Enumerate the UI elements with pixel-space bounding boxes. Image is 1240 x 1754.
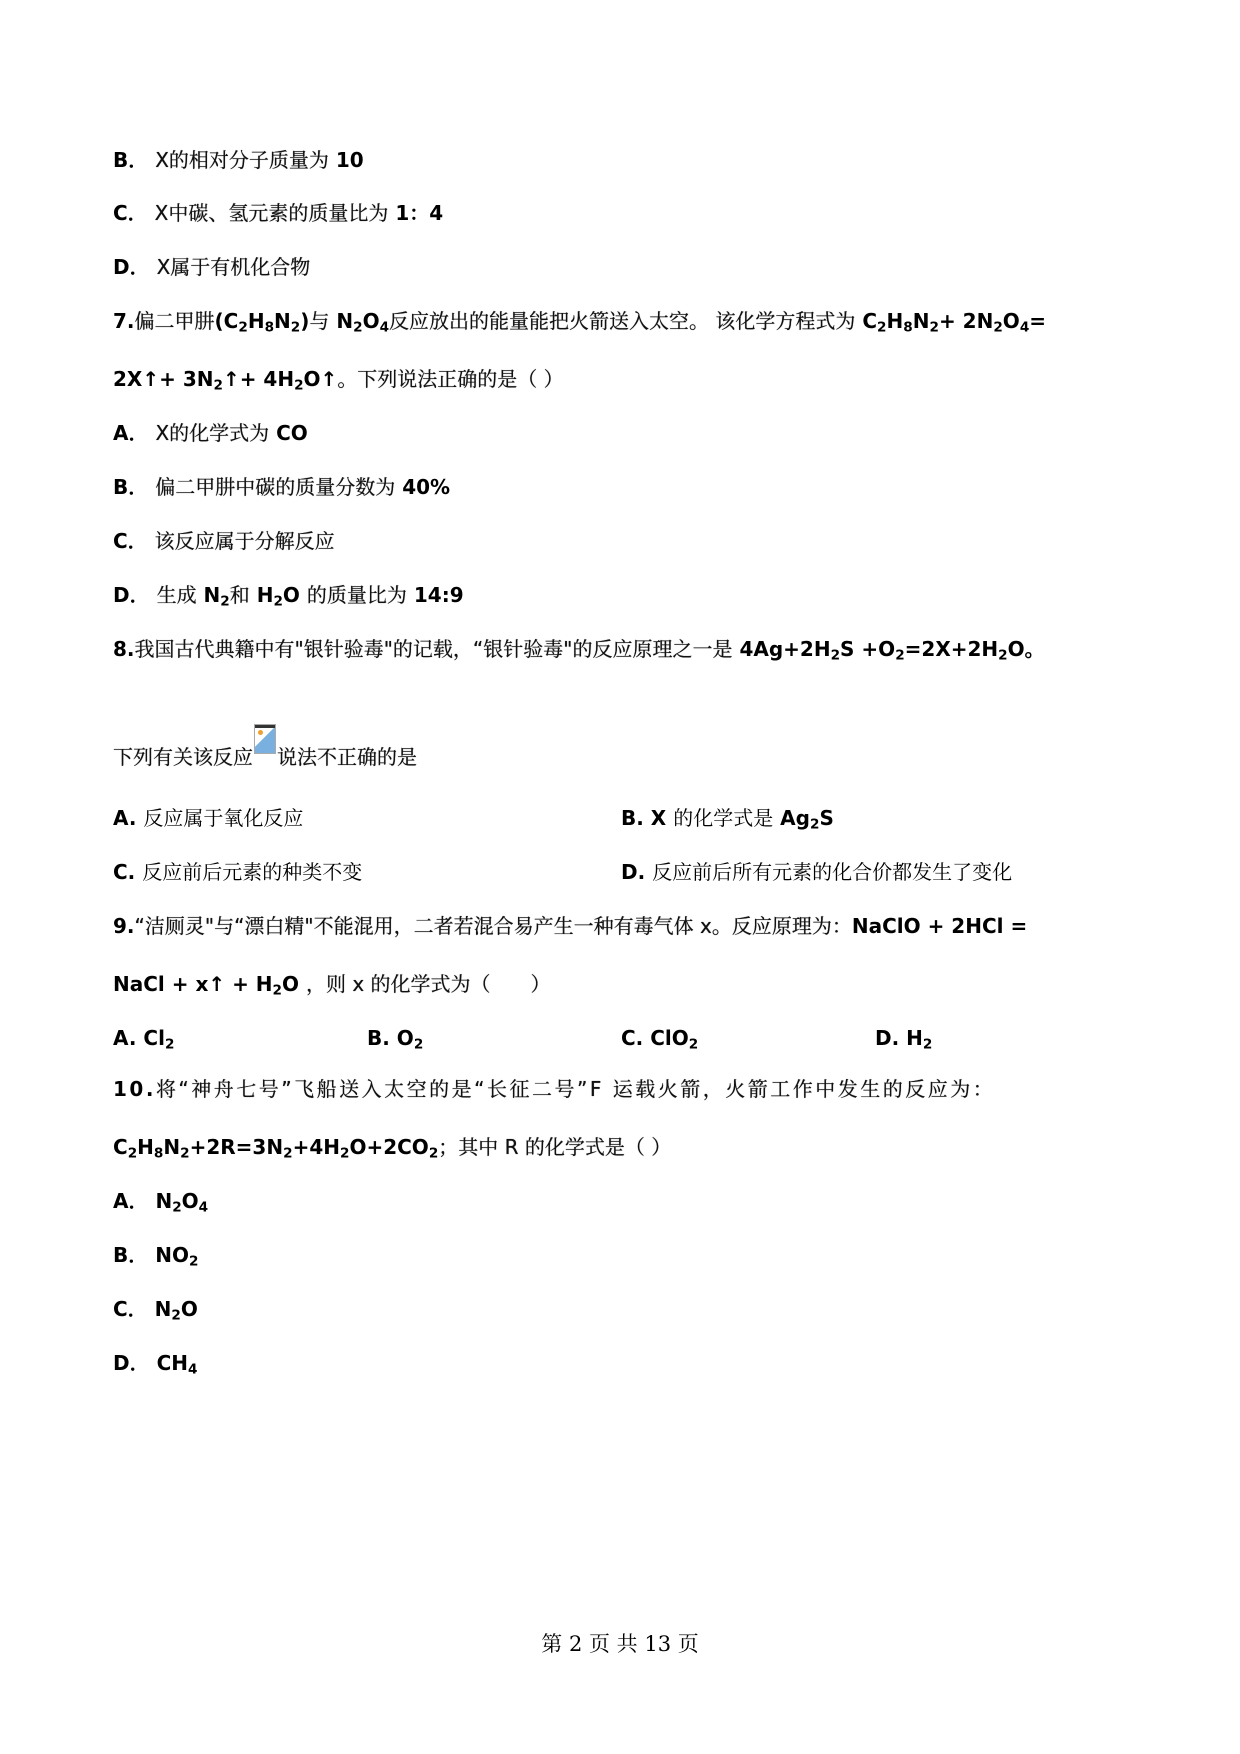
q10-option-d: D． $CH_4$ bbox=[113, 1351, 198, 1378]
q7-option-a bbox=[113, 420, 308, 446]
q9-option-b: B. $O_2$ bbox=[367, 1026, 424, 1053]
page-footer: 第 2 页 共 13 页 bbox=[541, 1632, 699, 1656]
stem-text: ；其中 R 的化学式是（ ） bbox=[438, 1135, 672, 1159]
stem-text: 下列有关该反应 bbox=[113, 745, 253, 769]
q10-option-a: A． $N_2O_4$ bbox=[113, 1189, 209, 1216]
stem-text: 偏二甲肼 bbox=[134, 309, 215, 333]
q9-stem-line2: NaCl + x↑ + $H_2O$ ，则 x 的化学式为（ ） bbox=[113, 972, 551, 999]
q9-option-c: C. ClO$_2$ bbox=[621, 1026, 699, 1053]
option-text: 的化学式是 bbox=[673, 806, 774, 830]
q8-option-d bbox=[621, 859, 1012, 885]
q7-option-d: D． 生成 $N_2$和 $H_2O$ 的质量比为 14:9 bbox=[113, 583, 464, 610]
option-label: B． bbox=[113, 148, 149, 172]
option-label: B. X bbox=[621, 806, 667, 830]
question-number: 8. bbox=[113, 637, 135, 661]
option-label: C． bbox=[113, 529, 148, 553]
stem-text: ，则 x 的化学式为（ ） bbox=[305, 972, 551, 996]
option-value: 1：4 bbox=[395, 201, 444, 225]
q7-stem-line2: 2X↑+ $3N_2↑+$ $4H_2O↑$。下列说法正确的是（ ） bbox=[113, 367, 564, 394]
option-label: C． bbox=[113, 1297, 148, 1321]
option-label: D． bbox=[113, 255, 150, 279]
option-text: X的相对分子质量为 bbox=[155, 148, 329, 172]
stem-text: 我国古代典籍中有"银针验毒"的记载，“银针验毒"的反应原理之一是 bbox=[134, 637, 733, 661]
option-text: 该反应属于分解反应 bbox=[154, 529, 335, 553]
option-label: B． bbox=[113, 1243, 149, 1267]
stem-text: 将“神舟七号”飞船送入太空的是“长征二号”F 运载火箭，火箭工作中发生的反应为： bbox=[155, 1077, 996, 1101]
option-label: D． bbox=[113, 583, 150, 607]
q10-option-c: C． $N_2O$ bbox=[113, 1297, 198, 1324]
option-value: 14:9 bbox=[413, 583, 464, 607]
option-label: D. bbox=[621, 860, 646, 884]
option-label: A． bbox=[113, 1189, 149, 1213]
broken-image-icon bbox=[254, 724, 276, 754]
q7-option-b bbox=[113, 474, 450, 500]
q10-stem-line1 bbox=[113, 1076, 995, 1102]
q6-option-d bbox=[113, 254, 310, 280]
option-value: 40% bbox=[402, 475, 451, 499]
question-number: 9. bbox=[113, 914, 135, 938]
option-text: 反应前后所有元素的化合价都发生了变化 bbox=[652, 860, 1013, 884]
option-text: 生成 bbox=[156, 583, 197, 607]
q6-option-b bbox=[113, 147, 364, 173]
stem-text: 。下列说法正确的是（ ） bbox=[337, 367, 564, 391]
q8-option-b: B. X 的化学式是 $Ag_2S$ bbox=[621, 806, 834, 833]
option-label: A. bbox=[113, 1026, 137, 1050]
option-label: C． bbox=[113, 201, 148, 225]
question-number: 7. bbox=[113, 309, 135, 333]
stem-text: 说法不正确的是 bbox=[277, 745, 417, 769]
q8-option-c bbox=[113, 859, 362, 885]
option-label: B. bbox=[367, 1026, 390, 1050]
q9-option-d: D. $H_2$ bbox=[875, 1026, 933, 1053]
option-value: CO bbox=[276, 421, 308, 445]
option-text: X属于有机化合物 bbox=[156, 255, 311, 279]
option-label: A. bbox=[113, 806, 137, 830]
stem-text: “洁厕灵"与“漂白精"不能混用，二者若混合易产生一种有毒气体 x。反应原理为： bbox=[134, 914, 852, 938]
option-value: 10 bbox=[335, 148, 364, 172]
option-text: 反应前后元素的种类不变 bbox=[142, 860, 363, 884]
stem-text: 与 bbox=[309, 309, 330, 333]
option-label: B． bbox=[113, 475, 149, 499]
option-text: 和 bbox=[229, 583, 250, 607]
q8-option-a bbox=[113, 805, 303, 831]
option-label: C. bbox=[113, 860, 136, 884]
option-text: 反应属于氧化反应 bbox=[143, 806, 304, 830]
q7-option-c bbox=[113, 528, 335, 554]
equation-text: NaClO + 2HCl = bbox=[851, 914, 1028, 938]
option-text: 偏二甲肼中碳的质量分数为 bbox=[155, 475, 396, 499]
question-number: 10. bbox=[113, 1077, 156, 1101]
option-label: D. bbox=[875, 1026, 900, 1050]
q10-stem-line2: $C_2H_8N_2+2R=3N_2+4H_2O+2CO_2$；其中 R 的化学式是（ ） bbox=[113, 1135, 672, 1162]
q8-stem-line1: 8.我国古代典籍中有"银针验毒"的记载，“银针验毒"的反应原理之一是 $4Ag+2H_2S +O_2=2X+2H_2O$。 bbox=[113, 637, 1045, 664]
q9-option-a: A. $Cl_2$ bbox=[113, 1026, 175, 1053]
option-label: A． bbox=[113, 421, 149, 445]
option-text: X中碳、氢元素的质量比为 bbox=[154, 201, 389, 225]
stem-text: 反应放出的能量能把火箭送入太空。 该化学方程式为 bbox=[389, 309, 856, 333]
option-text: X的化学式为 bbox=[155, 421, 270, 445]
option-label: C. bbox=[621, 1026, 644, 1050]
q9-stem-line1 bbox=[113, 913, 1027, 939]
option-label: D． bbox=[113, 1351, 150, 1375]
q8-stem-line2 bbox=[113, 736, 417, 770]
q6-option-c bbox=[113, 200, 443, 226]
option-text: 的质量比为 bbox=[306, 583, 407, 607]
q7-stem-line1: 7.偏二甲肼$(C_2H_8N_2)$与 $N_2O_4$反应放出的能量能把火箭送入太空。 该化学方程式为 $C_2H_8N_2+ 2N_2O_4=$ bbox=[113, 309, 1047, 336]
q10-option-b: B． $NO_2$ bbox=[113, 1243, 199, 1270]
